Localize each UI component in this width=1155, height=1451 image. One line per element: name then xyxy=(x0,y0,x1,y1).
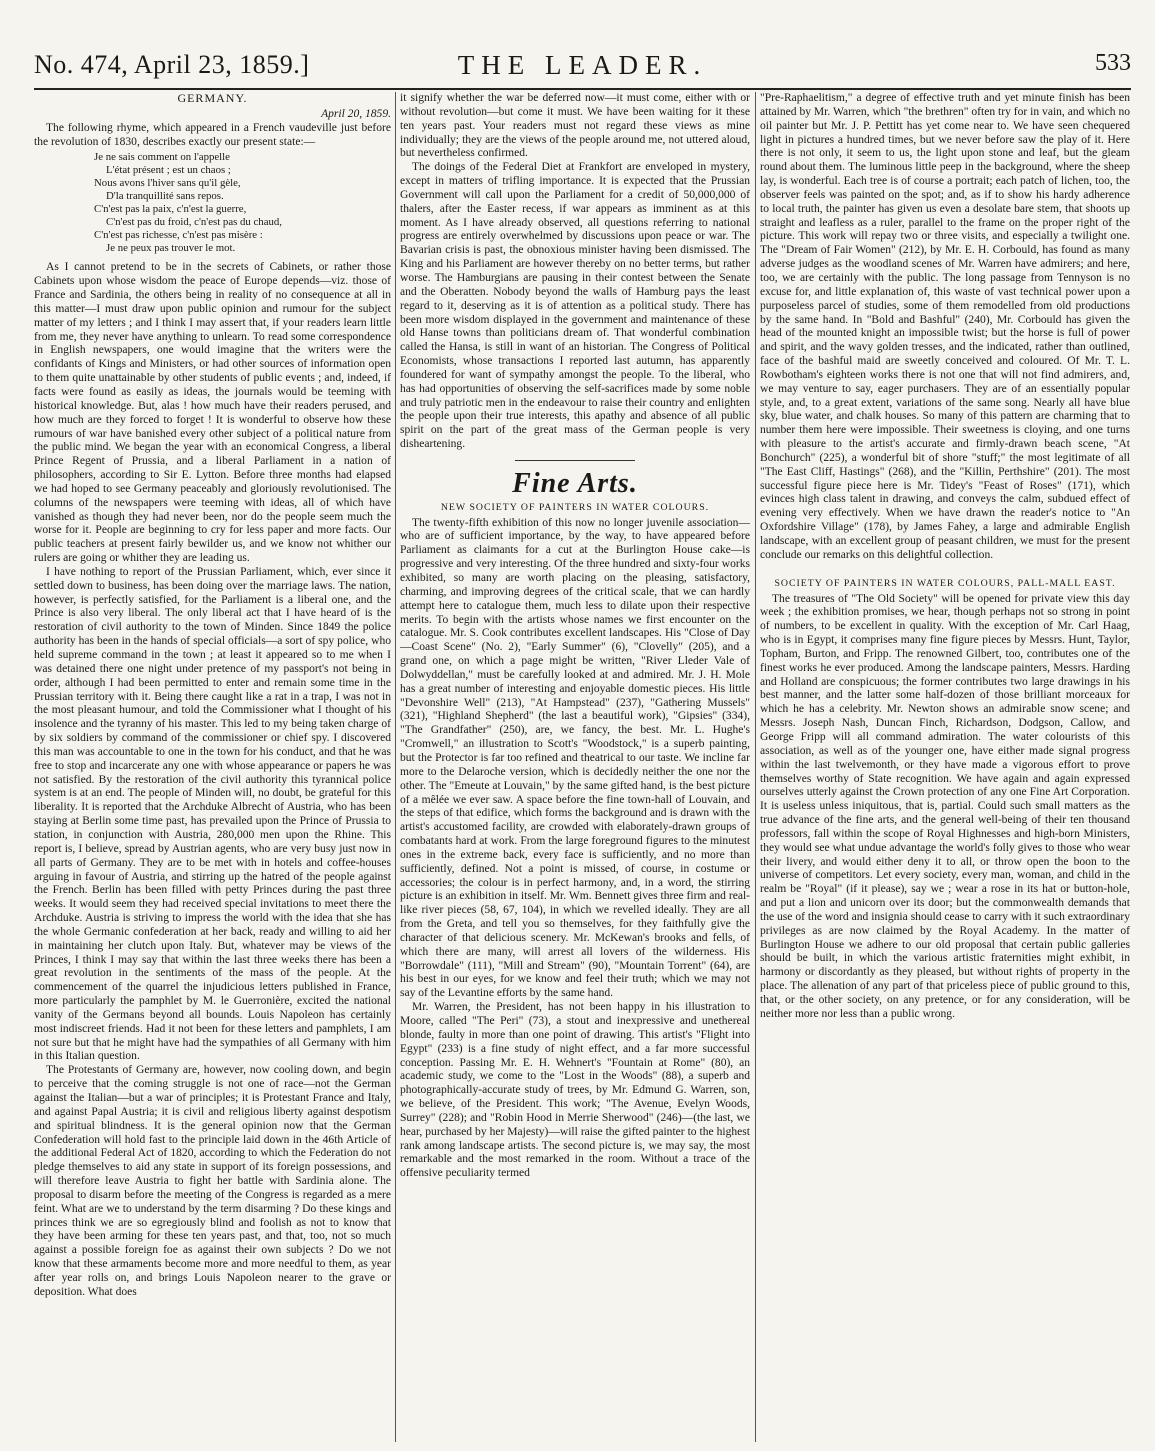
verse-line: C'n'est pas richesse, c'n'est pas misère : xyxy=(94,229,263,242)
section-heading-germany: GERMANY. xyxy=(177,92,248,105)
verse-line: C'n'est pas du froid, c'n'est pas du chaud, xyxy=(106,216,282,229)
issue-number: No. 474, April 23, 1859.] xyxy=(34,50,310,79)
verse-line: L'état présent ; est un chaos ; xyxy=(106,164,231,177)
page-number: 533 xyxy=(1095,50,1131,76)
article-paragraph: The Protestants of Germany are, however, now cooling down, and begin to perceive that the coming struggle is not one of race—not the German against the Italian—but a war of principles; it is Protestant France and Italy, and against Papal Austria; it is civil and religious liberty against despotism and spiritual blindness. It is the general opinion now that the German Confederation will hold fast to the principle laid down in the 46th Article of the additional Federal Act of 1820, according to which the Federation do not pledge themselves to aid any state in support of its foreign possessions, and will therefore leave Austria to fight her battle with Sardinia alone. The proposal to disarm before the meeting of the Congress is regarded as a mere feint. What are we to understand by the term disarming ? Do these kings and princes think we are so egregiously blind and foolish as not to know that they have been arming for these ten years past, and that, too, not so much against a possible foreign foe as against their own subjects ? Do we not know that these armaments become more and more needful to them, as year after year rolls on, and brings Louis Napoleon nearer to the grave or deposition. What does xyxy=(34,1064,391,1298)
article-paragraph: As I cannot pretend to be in the secrets of Cabinets, or rather those Cabinets upon whose wisdom the peace of Europe depends—viz. those of France and Sardinia, the others being in reality of no consequence at all in this matter—I must draw upon public opinion and rumour for the subject matter of my letters ; and I think I may assert that, if your readers learn little from me, they never have anything to unlearn. To read some correspondence in English newspapers, one would imagine that the writers were the confidants of Kings and Ministers, or had other sources of information open to them quite unattainable by other students of public events ; and, indeed, if facts were found as easily as ideas, the journals would be teeming with historical knowledge. But, alas ! how much have their readers perused, and how much are they forced to forget ! It is wonderful to observe how these rumours of war have banished every other subject of a political nature from the public mind. We began the year with an economical Congress, a liberal Prince Regent of Prussia, and a liberal Parliament in a nation of philosophers, according to Sir E. Lytton. Before three months had elapsed we had hoped to see Germany peaceably and gloriously revolutionised. The columns of the newspapers were teeming with ideas, all of which have vanished as though they had never been, nor do the people seem much the worse for it. People are beginning to cry for less paper and more facts. Our public teachers at present fairly bewilder us, and we know not whither our rulers are going or whither they are leading us. xyxy=(34,261,391,565)
subheading-new-society: NEW SOCIETY OF PAINTERS IN WATER COLOURS. xyxy=(440,501,710,513)
verse-line: Je ne peux pas trouver le mot. xyxy=(106,242,236,255)
article-paragraph: The twenty-fifth exhibition of this now no longer juvenile association—who are of sufficient importance, by the way, to have appeared before Parliament as claimants for a cut at the Burlington House cake—is progressive and very interesting. Of the three hundred and sixty-four works exhibited, so many are worth placing on the pleasing, satisfactory, charming, and improving degrees of the critical scale, that we can hardly attempt here to catalogue them, much less to dilate upon their respective merits. To begin with the artists whose names we first encounter on the catalogue. Mr. S. Cook contributes excellent landscapes. His "Close of Day—Coast Scene" (No. 2), "Early Summer" (6), "Clovelly" (205), and a grand one, on which a page might be written, "River Lleder Vale of Dolwyddellan," must be carefully looked at and admired. Mr. J. H. Mole has a great number of interesting and enjoyable domestic pieces. His little "Devonshire Well" (213), "At Hampstead" (237), "Gathering Mussels" (321), "Highland Shepherd" (the last a beautiful work), "Gipsies" (334), "The Grandfather" (250), are, we fancy, the best. Mr. L. Hughe's "Cromwell," an illustration to Scott's "Woodstock," is a superb painting, but the Protector is far too refined and theatrical to our taste. We incline far more to the Delaroche version, which is decidedly neither the one nor the other. The "Emeute at Louvain," by the same gifted hand, is the best picture of a mêlée we ever saw. A space before the fine town-hall of Louvain, and the steps of that edifice, which forms the background and is drawn with the artist's accustomed facility, are crowded with elaborately-drawn groups of combatants hard at work. From the large foreground figures to the minutest ones in the extreme back, every face is sufficiently, and no more than sufficiently, defined. Not a point is missed, of course, in costume or accessories; the colour is in perfect harmony, and, in a word, the stirring picture is an exhibition in itself. Mr. Wm. Bennett gives three firm and real-like river pieces (58, 67, 104), in which we revelled ideally. They are all from the Greta, and tell you so themselves, for they faithfully give the character of that delicious scenery. Mr. McKewan's brooks and fells, of which there are many, will arrest all lovers of the wilderness. His "Borrowdale" (111), "Mill and Stream" (90), "Mountain Torrent" (64), are his best in our eyes, for we know and feel their truth; which we may not say of the Levantine efforts by the same hand. xyxy=(400,516,750,1000)
column-3 xyxy=(760,92,1130,1442)
newspaper-title: THE LEADER. xyxy=(457,50,708,80)
verse-line: Nous avons l'hiver sans qu'il gèle, xyxy=(94,177,241,190)
column-1 xyxy=(34,92,391,1442)
french-verse xyxy=(94,151,391,255)
section-divider xyxy=(515,460,635,461)
column-2 xyxy=(400,92,750,1442)
verse-line: Je ne sais comment on l'appelle xyxy=(94,151,230,164)
verse-line: D'la tranquillité sans repos. xyxy=(106,190,224,203)
article-paragraph: The following rhyme, which appeared in a French vaudeville just before the revolution of 1830, describes exactly our present state:— xyxy=(34,121,391,148)
dateline: April 20, 1859. xyxy=(321,107,391,120)
section-heading-fine-arts: Fine Arts. xyxy=(512,467,638,499)
article-paragraph: I have nothing to report of the Prussian Parliament, which, ever since it settled down to business, has been doing over the marriage laws. The nation, however, is perfectly satisfied, for the Parliament is a liberal one, and the Prince is also very liberal. The only liberal act that I have heard of is the restoration of civil authority to the town of Minden. Since 1849 the police authority has been in the hands of special officials—a sort of spy police, who held supreme command in the town ; at least it appeared so to me when I was detained there one night under pretence of my passport's not being in order, although I had been permitted to enter and remain some time in the Prussian territory with it. Being there caught like a rat in a trap, I was not in the most pleasant humour, and told the Commissioner what I thought of his insolence and the tyranny of his master. This led to my being taken charge of by six soldiers by command of the commissioner or chief spy. I discovered this man was accountable to one in the town for his conduct, and that he was free to stop and incarcerate any one with whose appearance or papers he was not satisfied. By the restoration of the civil authority this tyrannical police system is at an end. The people of Minden will, no doubt, be grateful for this liberality. It is reported that the Archduke Albrecht of Austria, who has been staying at Berlin some time past, has prevailed upon the Prince of Prussia to station, in conjunction with Austria, 280,000 men upon the Rhine. This report is, I believe, spread by Austrian agents, who are very busy just now in all parts of Germany. They are to be met with in hotels and coffee-houses arguing in favour of Austria, and stirring up the hatred of the people against the French. Berlin has been filled with petty Princes during the past three weeks. It would seem they had received special invitations to meet there the Archduke. Austria is striving to impress the world with the idea that she has the whole Germanic confederation at her back, ready and willing to aid her in maintaining her clutch upon Italy. But, whatever may be views of the Princes, I think I may say that within the last three weeks there has been a great revolution in the sentiments of the mass of the people. At the commencement of the quarrel the injudicious letters published in France, more particularly the pamphlet by M. le Guerronière, excited the national vanity of the Germans beyond all bounds. Louis Napoleon has certainly most indiscreet friends. Had it not been for these letters and pamphlets, I am not sure but that he might have had the sympathies of all Germany with him in this Italian question. xyxy=(34,565,391,1063)
masthead xyxy=(34,50,1131,90)
verse-line: C'n'est pas la paix, c'n'est la guerre, xyxy=(94,203,247,216)
article-paragraph: it signify whether the war be deferred now—it must come, either with or without revolution—but come it must. We have been waiting for it these ten years past. Your readers must not regard these views as mine individually; they are the views of the people around me, not uttered aloud, but nevertheless confirmed. xyxy=(400,92,750,160)
column-divider xyxy=(755,92,756,1442)
column-divider xyxy=(395,92,396,1442)
article-paragraph: "Pre-Raphaelitism," a degree of effective truth and yet minute finish has been attained by Mr. Warren, which "the brethren" often try for in vain, and which no oil painter but Mr. J. P. Pettitt has yet come near to. We have seen chequered light in pictures a hundred times, but we never before saw the play of it. Here there is not only, it seem to us, the light upon stone and leaf, but the gleam round about them. The luminous little peep in the background, where the sheep lay, is wonderful. Each tree is of course a portrait; each patch of lichen, too, the observer feels was painted on the spot; and, as if to show his hardy adherence to local truth, the painter has given us even a desolate bare stem, that shoots up straight and leafless as a ruler, parallel to the frame on the proper right of the picture. This work will repay two or three visits, and especially a twilight one. The "Dream of Fair Women" (212), by Mr. E. H. Corbould, has found as many adverse judges as the woodland scenes of Mr. Warren have admirers; and here, too, we are certainly with the public. The long passage from Tennyson is no excuse for, and little explanation of, this waste of vast technical power upon a purposeless parcel of studies, some of them remodelled from old productions by the same hand. In "Bold and Bashful" (240), Mr. Corbould has given the head of the mounted knight an impossible twist; but the horse is full of power and spirit, and the wavy golden tresses, and the indicated, rather than outlined, face of the bashful maid are sweetly conceived and coloured. Of Mr. T. L. Rowbotham's eighteen works there is not one that will not find admirers, and, we may venture to say, eager purchasers. They are of an essentially popular style, and, to a great extent, variations of the same song. Nearly all have blue sky, blue water, and chalk houses. So many of this pattern are charming that to number them here were impossible. Their sweetness is cloying, and one turns with pleasure to the artist's accurate and firmly-drawn beach scene, "At Bonchurch" (225), a wonderful bit of shore "stuff;" the most legitimate of all "The East Cliff, Hastings" (268), and the "Killin, Perthshire" (201). The most successful figure piece here is Mr. Tidey's "Feast of Roses" (171), which evinces high class talent in drawing, and conveys the calm, subdued effect of evening very effectively. When we have drawn the reader's notice to "An Oxfordshire Village" (178), by James Fahey, a large and admirable English landscape, with an excellent group of peasant children, we must for the present conclude our remarks on this delightful collection. xyxy=(760,92,1130,561)
subheading-old-society: SOCIETY OF PAINTERS IN WATER COLOURS, PALL-MALL EAST. xyxy=(774,577,1116,589)
article-paragraph: Mr. Warren, the President, has not been happy in his illustration to Moore, called "The Peri" (73), a stout and inexpressive and unethereal blonde, faulty in more than one point of drawing. This artist's "Flight into Egypt" (233) is a fine study of night effect, and a far more successful conception. Passing Mr. E. H. Wehnert's "Fountain at Rome" (80), an academic study, we come to the "Lost in the Woods" (88), a superb and photographically-accurate study of trees, by Mr. Edmund G. Warren, son, we believe, of the President. This work; "The Avenue, Evelyn Woods, Surrey" (228); and "Robin Hood in Merrie Sherwood" (246)—(the last, we hear, purchased by her Majesty)—will raise the gifted painter to the highest rank among landscape artists. The second picture is, we may say, the most remarkable and the most remarked in the room. Without a trace of the offensive peculiarity termed xyxy=(400,1001,750,1180)
article-paragraph: The doings of the Federal Diet at Frankfort are enveloped in mystery, except in matters of trifling importance. It is expected that the Prussian Government will call upon the Parliament for a credit of 50,000,000 of thalers, after the Easter recess, if war appears as imminent as at this moment. As I have already observed, all questions referring to national progress are entirely overwhelmed by discussions upon peace or war. The Bavarian crisis is past, the obnoxious minister having been dismissed. The King and his Parliament are however thereby on no better terms, but rather worse. The Hamburgians are pausing in their contest between the Senate and the Oberatten. Nobody beyond the walls of Hamburg pays the least regard to it, deserving as it is of attention as a political study. There has been more wisdom displayed in the government and maintenance of these old Hanse towns than politicians dream of. That wonderful combination called the Hansa, is still in want of an historian. The Congress of Political Economists, whose transactions I reported last autumn, has apparently foundered for want of sympathy amongst the people. To the liberal, who has had opportunities of observing the self-sacrifices made by some noble and truly patriotic men in the endeavour to raise their country and enlighten the people upon their true interests, this apathy and absence of all public spirit on the part of the great mass of the German people is very disheartening. xyxy=(400,161,750,451)
article-paragraph: The treasures of "The Old Society" will be opened for private view this day week ; the exhibition promises, we hear, though perhaps not so strong in point of numbers, to be excellent in quality. With the exception of Mr. Carl Haag, who is in Egypt, it comprises many fine figure pieces by Messrs. Hunt, Taylor, Topham, Burton, and Fripp. The renowned Gilbert, too, contributes one of the finest works he ever produced. Among the landscape painters, Messrs. Harding and Holland are conspicuous; the former contributes two large drawings in his best manner, and the latter some half-dozen of those brilliant morceaux for which he has a celebrity. Mr. Newton shows an admirable snow scene; and Messrs. Joseph Nash, Duncan Finch, Richardson, Dodgson, Callow, and George Fripp will all command admiration. The water colourists of this association, as well as of the younger one, have either made signal progress within the last twelvemonth, or they have made a vigorous effort to prove themselves worthy of State recognition. We have again and again expressed ourselves utterly against the Crown protection of any one Fine Art Corporation. It is useless unless iniquitous, that is, partial. Could such small matters as the true advance of the fine arts, and the general well-being of their ten thousand professors, fall within the scope of Royal Highnesses and high-born Ministers, they would see what undue advantage the world's folly gives to those who wear their livery, and would either deny it to all, or throw open the boon to the universe of competitors. Let every society, every man, woman, and child in the realm be "Royal" (if it please), say we ; wear a rose in its hat or button-hole, and put a lion and unicorn over its door; but the commonwealth demands that the use of the word and insignia should cease to carry with it such extraordinary privileges as are now claimed by the Royal Academy. In the matter of Burlington House we adhere to our old proposal that certain public galleries should be built, in which the various artistic fraternities might exhibit, in harmony or discordantly as they pleased, but without rights of property in the place. The allenation of any part of that priceless piece of public ground to this, that, or the other society, on any pretence, or for any consideration, will be neither more nor less than a public wrong. xyxy=(760,592,1130,1020)
